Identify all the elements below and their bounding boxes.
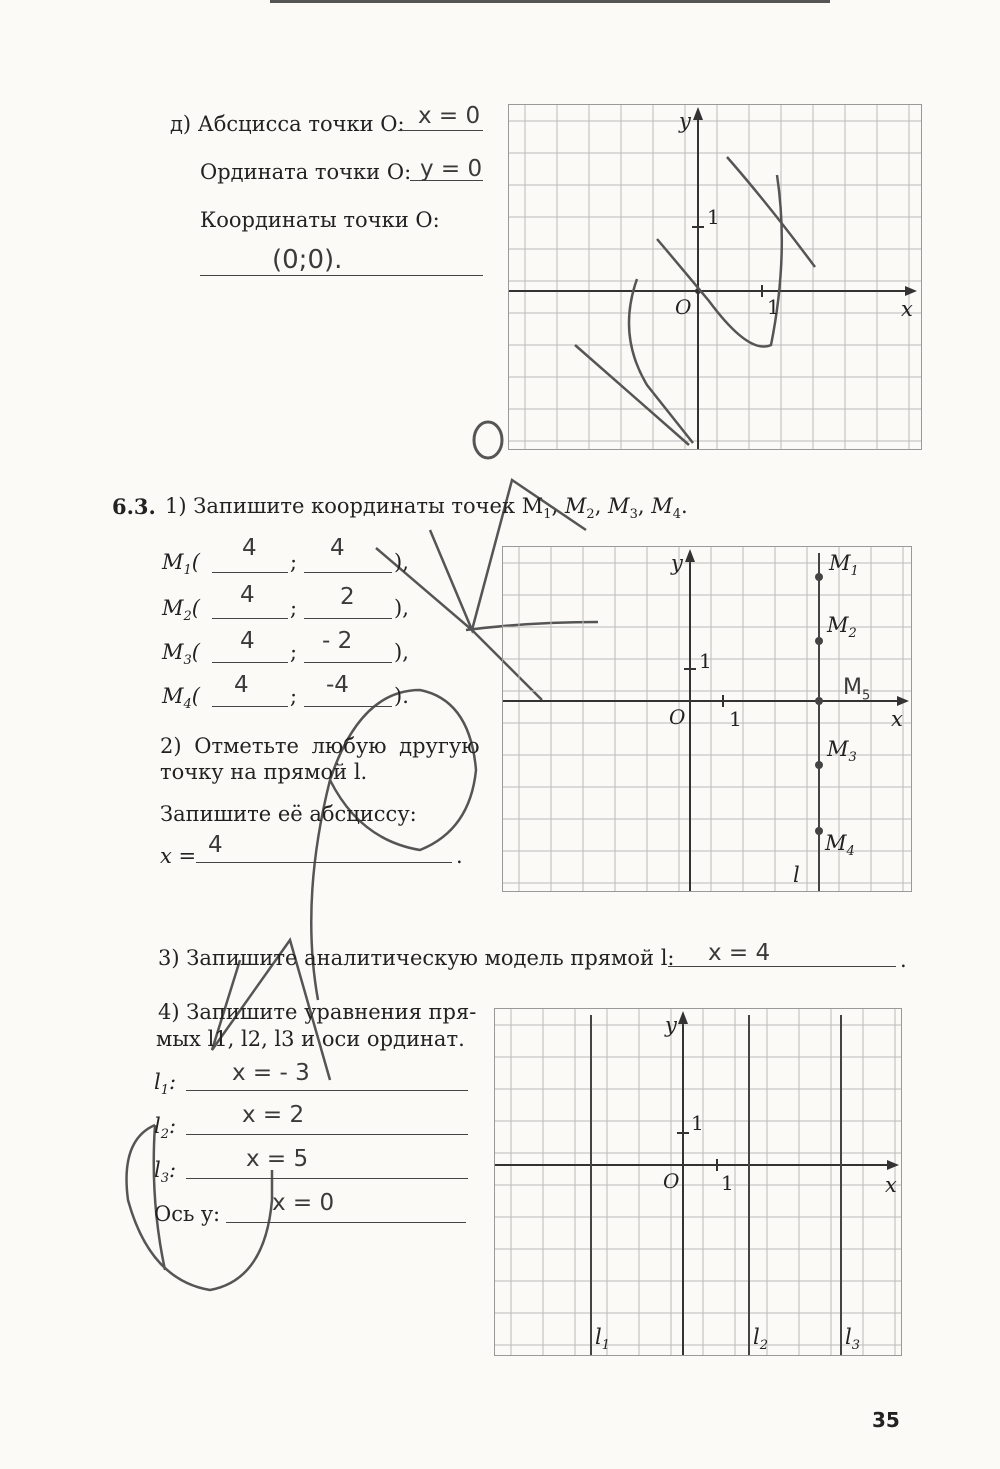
unit-x-label: 1 [729, 707, 742, 731]
page-number: 35 [872, 1408, 900, 1432]
axis-x-label: x [891, 707, 903, 731]
point-m1 [815, 573, 823, 581]
q3-answer-line [668, 966, 896, 967]
point-y-answer: 2 [340, 584, 355, 610]
task-q3: 3) Запишите аналитическую модель прямой l: [158, 946, 675, 970]
point-m4 [815, 827, 823, 835]
scan-edge [270, 0, 830, 3]
point-label: $M_2$( [162, 596, 200, 625]
unit-y-label: 1 [707, 205, 720, 229]
origin-label: O [663, 1169, 680, 1193]
unit-x-label: 1 [767, 295, 780, 319]
ordinate-label: Ордината точки O: [200, 160, 412, 184]
label-l: l [793, 863, 800, 887]
pencil-scribble [154, 1125, 165, 1270]
label-m4: $M_4$ [825, 831, 855, 860]
point-sep: ; [290, 596, 298, 620]
point-m5 [815, 697, 823, 705]
point-y-answer: - 2 [322, 628, 353, 654]
point-sep: ; [290, 684, 298, 708]
coordinate-grid-3 [494, 1008, 902, 1356]
q3-answer-dot: . [900, 948, 907, 972]
grid-1-lines [509, 105, 921, 449]
coords-answer-line [200, 275, 483, 276]
axis-x-label: x [901, 297, 913, 321]
answer-line [304, 572, 392, 573]
eq-label-l2: $l_2$: [154, 1114, 177, 1143]
y-axis-arrow [685, 549, 695, 562]
answer-line [212, 662, 288, 663]
label-m5: $M_5$ [843, 675, 871, 704]
answer-line [304, 706, 392, 707]
unit-y-label: 1 [699, 649, 712, 673]
axis-x-label: x [885, 1173, 897, 1197]
label-l1: $l_1$ [595, 1325, 610, 1354]
pencil-scribble [727, 157, 815, 267]
y-axis-arrow [693, 107, 703, 120]
point-close: ), [394, 640, 409, 664]
point-close: ). [394, 684, 409, 708]
origin-label: O [669, 705, 686, 729]
task-q2-abscissa: Запишите её абсциссу: [160, 802, 417, 826]
point-label: $M_4$( [162, 684, 200, 713]
eq-answer-l3: x = 5 [246, 1146, 309, 1172]
task-q4-line2: мых l1, l2, l3 и оси ординат. [156, 1027, 465, 1051]
abscissa-answer: x = 0 [418, 103, 481, 129]
x-answer-line [196, 862, 452, 863]
point-x-answer: 4 [242, 535, 257, 561]
eq-answer-line [226, 1222, 466, 1223]
point-close: ), [394, 596, 409, 620]
pencil-scribble [474, 422, 502, 458]
x-answer-dot: . [456, 844, 463, 868]
eq-label-l1: $l_1$: [154, 1070, 177, 1099]
point-m3 [815, 761, 823, 769]
point-label: $M_1$( [162, 550, 200, 579]
ordinate-answer: y = 0 [420, 156, 483, 182]
point-sep: ; [290, 550, 298, 574]
grid-3-svg [495, 1009, 901, 1355]
coords-answer: (0;0). [272, 245, 343, 275]
point-close: ), [394, 550, 409, 574]
label-m3: $M_3$ [827, 737, 857, 766]
label-l2: $l_2$ [753, 1325, 768, 1354]
coords-label: Координаты точки O: [200, 208, 440, 232]
x-axis-arrow [905, 286, 917, 296]
eq-label-y-axis: Ось y: [154, 1202, 221, 1226]
abscissa-answer-line [398, 130, 483, 131]
x-axis-arrow [887, 1160, 899, 1170]
answer-line [212, 572, 288, 573]
point-x-answer: 4 [234, 672, 249, 698]
point-x-answer: 4 [240, 582, 255, 608]
grid-1-svg [509, 105, 921, 449]
label-m2: $M_2$ [827, 613, 857, 642]
q3-answer: x = 4 [708, 940, 771, 966]
point-x-answer: 4 [240, 628, 255, 654]
point-y-answer: 4 [330, 535, 345, 561]
label-m1: $M_1$ [829, 551, 859, 580]
x-label: x = [160, 844, 197, 868]
task-q1-text: 1) Запишите координаты точек M [165, 494, 544, 518]
task-q2-line2: точку на прямой l. [160, 760, 368, 784]
unit-y-label: 1 [691, 1111, 704, 1135]
task-number: 6.3. [112, 494, 156, 519]
answer-line [304, 618, 392, 619]
unit-x-label: 1 [721, 1171, 734, 1195]
eq-label-l3: $l_3$: [154, 1158, 177, 1187]
pencil-scribble [575, 345, 689, 445]
axis-y-label: y [671, 551, 683, 575]
eq-answer-l1: x = - 3 [232, 1060, 310, 1086]
point-y-answer: -4 [326, 672, 349, 698]
abscissa-label: д) Абсцисса точки O: [170, 112, 405, 136]
point-label: $M_3$( [162, 640, 200, 669]
task-q2-line1: 2) Отметьте любую другую [160, 734, 480, 758]
x-answer: 4 [208, 832, 223, 858]
coordinate-grid-1 [508, 104, 922, 450]
eq-answer-line [186, 1090, 468, 1091]
coordinate-grid-2 [502, 546, 912, 892]
task-q4-line1: 4) Запишите уравнения пря- [158, 1000, 477, 1024]
task-q1: 1) Запишите координаты точек $M_1$, $M_2$, $M_3$, $M_4$. [165, 494, 688, 523]
axis-y-label: y [679, 109, 691, 133]
eq-answer-y-axis: x = 0 [272, 1190, 335, 1216]
task-q1-tail: . [681, 494, 688, 518]
label-l3: $l_3$ [845, 1325, 860, 1354]
answer-line [212, 706, 288, 707]
eq-answer-line [186, 1134, 468, 1135]
point-sep: ; [290, 640, 298, 664]
y-axis-arrow [678, 1011, 688, 1024]
eq-answer-line [186, 1178, 468, 1179]
eq-answer-l2: x = 2 [242, 1102, 305, 1128]
axis-y-label: y [665, 1013, 677, 1037]
answer-line [304, 662, 392, 663]
answer-line [212, 618, 288, 619]
origin-label: O [675, 295, 692, 319]
point-m2 [815, 637, 823, 645]
